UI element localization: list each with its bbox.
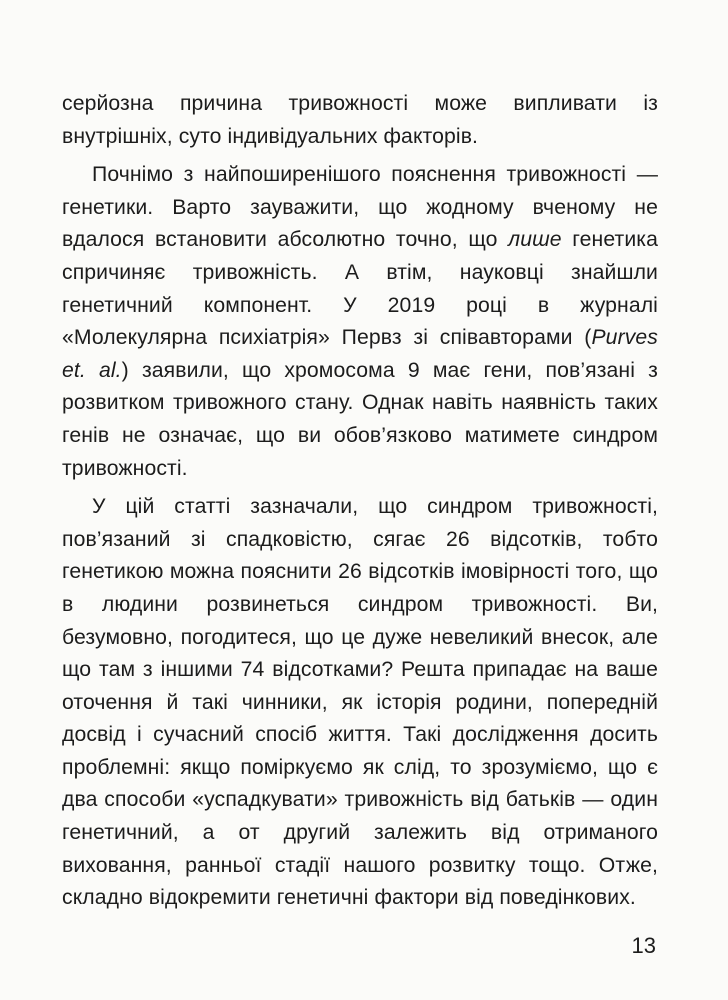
- body-text: [62, 88, 658, 915]
- paragraph-2-italic-only: лише: [508, 228, 562, 252]
- paragraph-3: [62, 491, 658, 915]
- paragraph-1: [62, 88, 658, 153]
- paragraph-2-text-a: Почнімо з найпоширенішого пояснення тривожності — генетики. Варто зауважити, що жодному вченому не вдалося встановити абсолютно точно, що: [62, 163, 658, 252]
- paragraph-2-italic-citation: Purves et. al.: [62, 326, 658, 382]
- page-number: 13: [631, 933, 656, 958]
- paragraph-2-text-b: генетика спричиняє тривожність. А втім, науковці знайшли генетичний компонент. У 2019 році в журналі «Молекулярна психіатрія» Первз зі співавторами (: [62, 228, 658, 350]
- paragraph-3-text: У цій статті зазначали, що синдром тривожності, пов’язаний зі спадковістю, сягає 26 відсотків, тобто генетикою можна пояснити 26 відсотків імовірності того, що в людини розвинеться синдром тривожності. Ви, безумовно, погодитеся, що це дуже невеликий внесок, але що там з іншими 74 відсотками? Решта припадає на ваше оточення й такі чинники, як історія родини, попередній досвід і сучасний спосіб життя. Такі дослідження досить проблемні: якщо поміркуємо як слід, то зрозуміємо, що є два способи «успадкувати» тривожність від батьків — один генетичний, а от другий залежить від отриманого виховання, ранньої стадії нашого розвитку тощо. Отже, складно відокремити генетичні фактори від поведінкових.: [62, 495, 658, 910]
- paragraph-2-text-c: ) заявили, що хромосома 9 має гени, пов’язані з розвитком тривожного стану. Однак навіть наявність таких генів не означає, що ви обов’язково матимете синдром тривожності.: [62, 358, 658, 480]
- paragraph-1-text: серйозна причина тривожності може випливати із внутрішніх, суто індивідуальних факторів.: [62, 92, 658, 148]
- paragraph-2: [62, 159, 658, 485]
